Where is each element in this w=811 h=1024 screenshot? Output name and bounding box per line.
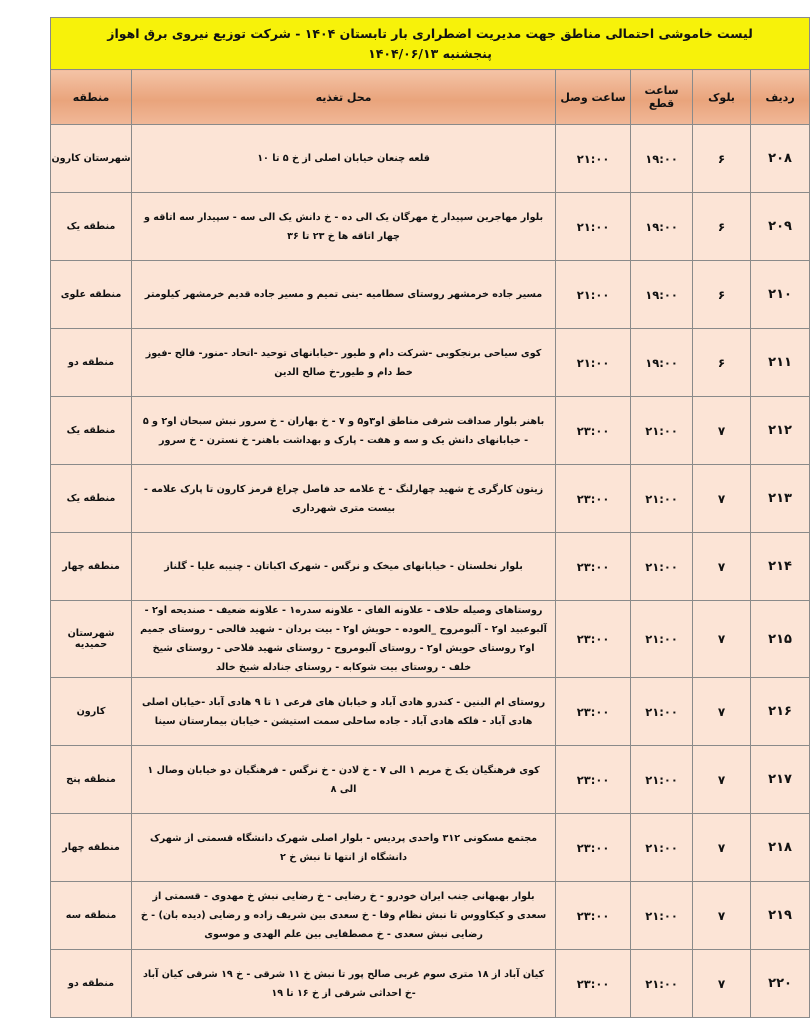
title-row bbox=[51, 18, 810, 70]
row-number: ۲۰۹ bbox=[751, 193, 810, 261]
region-name: منطقه چهار bbox=[51, 814, 132, 882]
feed-location: بلوار نخلستان - خیابانهای میخک و نرگس - شهرک اکباتان - چنیبه علیا - گلناز bbox=[132, 533, 556, 601]
table-row bbox=[51, 533, 810, 601]
connect-time: ۲۳:۰۰ bbox=[556, 950, 631, 1018]
block-number: ۷ bbox=[693, 950, 751, 1018]
title-date: پنجشنبه ۱۴۰۴/۰۶/۱۳ bbox=[368, 45, 492, 61]
feed-location: مجتمع مسکونی ۳۱۲ واحدی پردیس - بلوار اصلی شهرک دانشگاه قسمتی از شهرک دانشگاه از انتها تا نبش خ ۲ bbox=[132, 814, 556, 882]
row-number: ۲۱۵ bbox=[751, 601, 810, 678]
table-row bbox=[51, 193, 810, 261]
connect-time: ۲۳:۰۰ bbox=[556, 601, 631, 678]
block-number: ۷ bbox=[693, 533, 751, 601]
block-number: ۷ bbox=[693, 678, 751, 746]
cut-time: ۱۹:۰۰ bbox=[631, 261, 693, 329]
block-number: ۷ bbox=[693, 746, 751, 814]
row-number: ۲۱۳ bbox=[751, 465, 810, 533]
connect-time: ۲۱:۰۰ bbox=[556, 261, 631, 329]
table-row bbox=[51, 950, 810, 1018]
cut-time: ۱۹:۰۰ bbox=[631, 329, 693, 397]
block-number: ۷ bbox=[693, 882, 751, 950]
table-row bbox=[51, 882, 810, 950]
table-row bbox=[51, 746, 810, 814]
cut-time: ۲۱:۰۰ bbox=[631, 465, 693, 533]
header-cut-time: ساعت قطع bbox=[631, 70, 693, 125]
cut-time: ۲۱:۰۰ bbox=[631, 601, 693, 678]
feed-location: کوی سیاحی برنجکوبی -شرکت دام و طیور -خیابانهای توحید -اتحاد -منور- فالح -فیوز خط دام و طیور-خ صالح الدین bbox=[132, 329, 556, 397]
row-number: ۲۱۰ bbox=[751, 261, 810, 329]
cut-time: ۲۱:۰۰ bbox=[631, 814, 693, 882]
connect-time: ۲۳:۰۰ bbox=[556, 678, 631, 746]
region-name: منطقه دو bbox=[51, 329, 132, 397]
header-block: بلوک bbox=[693, 70, 751, 125]
table-row bbox=[51, 814, 810, 882]
connect-time: ۲۱:۰۰ bbox=[556, 125, 631, 193]
table-row bbox=[51, 601, 810, 678]
feed-location: بلوار مهاجرین سپیدار خ مهرگان یک الی ده - خ دانش یک الی سه - سپیدار سه اتاقه و چهار اتاقه ها خ ۲۳ تا ۳۶ bbox=[132, 193, 556, 261]
block-number: ۶ bbox=[693, 329, 751, 397]
region-name: کارون bbox=[51, 678, 132, 746]
block-number: ۷ bbox=[693, 814, 751, 882]
connect-time: ۲۳:۰۰ bbox=[556, 533, 631, 601]
outage-schedule-table bbox=[50, 17, 810, 1018]
feed-location: مسیر جاده خرمشهر روستای سطامیه -بنی تمیم و مسیر جاده قدیم خرمشهر کیلومتر bbox=[132, 261, 556, 329]
region-name: منطقه چهار bbox=[51, 533, 132, 601]
header-connect-time: ساعت وصل bbox=[556, 70, 631, 125]
row-number: ۲۱۷ bbox=[751, 746, 810, 814]
feed-location: باهنر بلوار صداقت شرقی مناطق او۳و۵ و ۷ - خ بهاران - خ سرور نبش سبحان او۲ و ۵ - خیابانهای دانش یک و سه و هفت - پارک و بهداشت باهنر- خ نسترن - خ سرور bbox=[132, 397, 556, 465]
connect-time: ۲۳:۰۰ bbox=[556, 746, 631, 814]
feed-location: روستای ام البنین - کندرو هادی آباد و خیابان های فرعی ۱ تا ۹ هادی آباد -خیابان اصلی هادی آباد - فلکه هادی آباد - جاده ساحلی سمت استیشن - خیابان بیمارستان سینا bbox=[132, 678, 556, 746]
row-number: ۲۱۴ bbox=[751, 533, 810, 601]
cut-time: ۲۱:۰۰ bbox=[631, 746, 693, 814]
cut-time: ۲۱:۰۰ bbox=[631, 397, 693, 465]
region-name: منطقه یک bbox=[51, 397, 132, 465]
header-location: محل تغذیه bbox=[132, 70, 556, 125]
table-row bbox=[51, 261, 810, 329]
region-name: شهرستان حمیدیه bbox=[51, 601, 132, 678]
header-row bbox=[51, 70, 810, 125]
title-line-1: لیست خاموشی احتمالی مناطق جهت مدیریت اضطراری بار تابستان ۱۴۰۴ - شرکت توزیع نیروی برق اهواز bbox=[107, 25, 753, 41]
cut-time: ۱۹:۰۰ bbox=[631, 125, 693, 193]
cut-time: ۲۱:۰۰ bbox=[631, 950, 693, 1018]
region-name: منطقه پنج bbox=[51, 746, 132, 814]
region-name: شهرستان کارون bbox=[51, 125, 132, 193]
cut-time: ۲۱:۰۰ bbox=[631, 678, 693, 746]
block-number: ۷ bbox=[693, 601, 751, 678]
row-number: ۲۱۱ bbox=[751, 329, 810, 397]
cut-time: ۲۱:۰۰ bbox=[631, 882, 693, 950]
connect-time: ۲۳:۰۰ bbox=[556, 814, 631, 882]
table-row bbox=[51, 465, 810, 533]
table-row bbox=[51, 125, 810, 193]
connect-time: ۲۳:۰۰ bbox=[556, 397, 631, 465]
region-name: منطقه یک bbox=[51, 465, 132, 533]
region-name: منطقه سه bbox=[51, 882, 132, 950]
region-name: منطقه دو bbox=[51, 950, 132, 1018]
row-number: ۲۱۹ bbox=[751, 882, 810, 950]
region-name: منطقه علوی bbox=[51, 261, 132, 329]
cut-time: ۲۱:۰۰ bbox=[631, 533, 693, 601]
table-row bbox=[51, 397, 810, 465]
row-number: ۲۰۸ bbox=[751, 125, 810, 193]
feed-location: روستاهای وصیله حلاف - علاونه الفای - علاونه سدره۱ - علاونه ضعیف - صندیحه او۲ - آلبوعبید او۲ - آلبومروح _العوده - حویش او۲ - بیت بردان - شهید فالحی - روستای جمیم او۲ روستای حویش او۲ - روستای آلبومروح - روستای شهید فلاحی - روستای شیخ خلف - روستای بیت شوکابه - روستای جنادله شیخ خالد bbox=[132, 601, 556, 678]
row-number: ۲۲۰ bbox=[751, 950, 810, 1018]
feed-location: کیان آباد از ۱۸ متری سوم غربی صالح پور تا نبش خ ۱۱ شرقی - خ ۱۹ شرقی کیان آباد -خ احداثی شرقی از خ ۱۶ تا ۱۹ bbox=[132, 950, 556, 1018]
header-row-number: ردیف bbox=[751, 70, 810, 125]
cut-time: ۱۹:۰۰ bbox=[631, 193, 693, 261]
connect-time: ۲۳:۰۰ bbox=[556, 465, 631, 533]
table-row bbox=[51, 329, 810, 397]
connect-time: ۲۱:۰۰ bbox=[556, 193, 631, 261]
block-number: ۶ bbox=[693, 193, 751, 261]
block-number: ۶ bbox=[693, 125, 751, 193]
header-region: منطقه bbox=[51, 70, 132, 125]
connect-time: ۲۱:۰۰ bbox=[556, 329, 631, 397]
row-number: ۲۱۶ bbox=[751, 678, 810, 746]
connect-time: ۲۳:۰۰ bbox=[556, 882, 631, 950]
block-number: ۶ bbox=[693, 261, 751, 329]
table-title bbox=[51, 18, 810, 70]
block-number: ۷ bbox=[693, 397, 751, 465]
feed-location: بلوار بهبهانی جنب ایران خودرو - خ رضایی - خ رضایی نبش خ مهدوی - قسمتی از سعدی و کیکاووس تا نبش نظام وفا - خ سعدی بین شریف زاده و رضایی (دیده بان) - خ رضایی نبش سعدی - خ مصطفایی بین علم الهدی و موسوی bbox=[132, 882, 556, 950]
region-name: منطقه یک bbox=[51, 193, 132, 261]
table-row bbox=[51, 678, 810, 746]
feed-location: قلعه چنعان خیابان اصلی از خ ۵ تا ۱۰ bbox=[132, 125, 556, 193]
feed-location: کوی فرهنگیان یک خ مریم ۱ الی ۷ - خ لادن - خ نرگس - فرهنگیان دو خیابان وصال ۱ الی ۸ bbox=[132, 746, 556, 814]
feed-location: زیتون کارگری خ شهید چهارلنگ - خ علامه حد فاصل چراغ قرمز کارون تا پارک علامه - بیست متری شهرداری bbox=[132, 465, 556, 533]
block-number: ۷ bbox=[693, 465, 751, 533]
row-number: ۲۱۲ bbox=[751, 397, 810, 465]
row-number: ۲۱۸ bbox=[751, 814, 810, 882]
